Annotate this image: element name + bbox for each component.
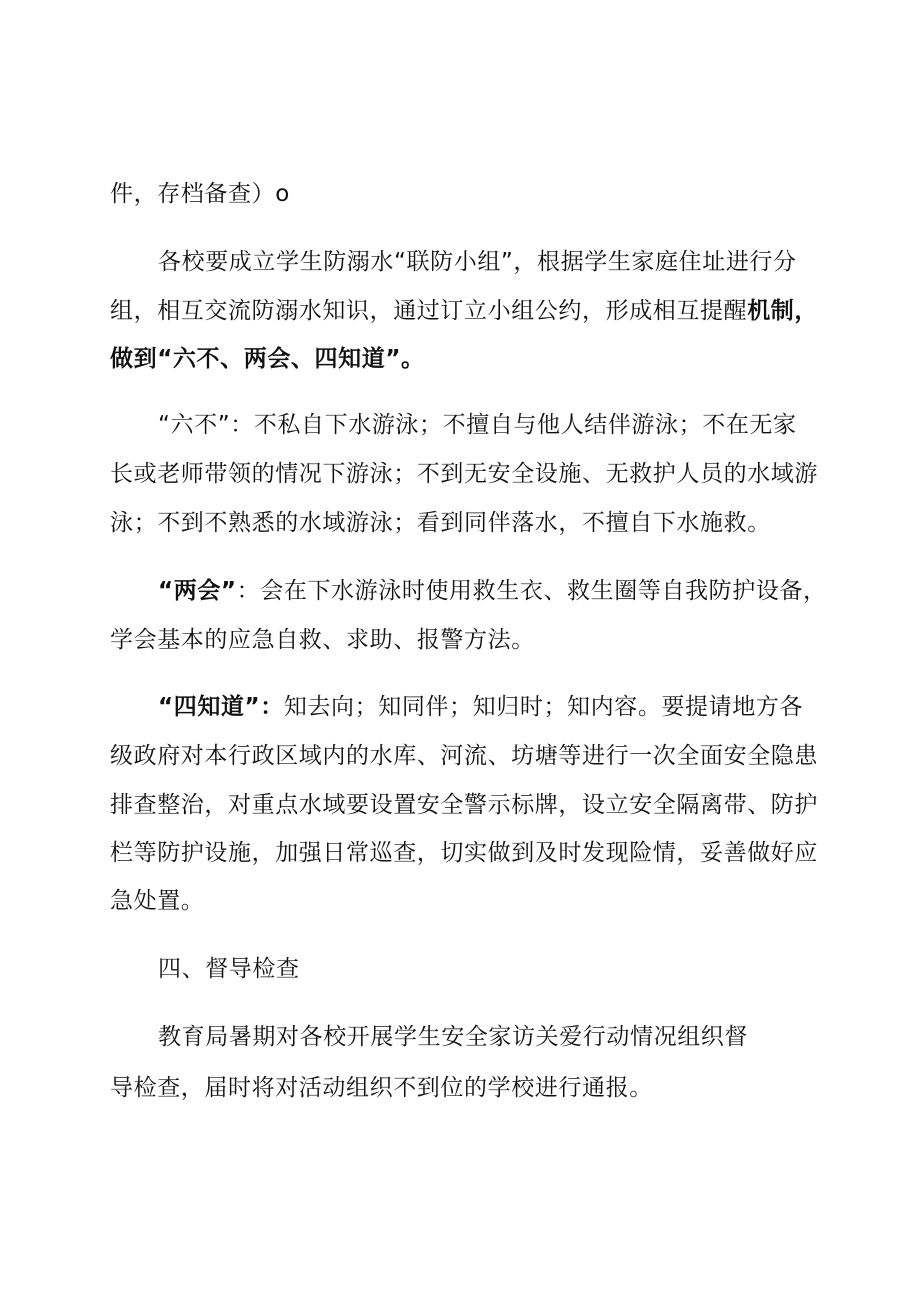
paragraph-group-line-2-text: 组，相互交流防溺水知识，通过订立小组公约，形成相互提醒 <box>110 298 748 324</box>
paragraph-group-line-3: 做到“六不、两会、四知道”。 <box>110 346 425 372</box>
paragraph-six-no-line-3: 泳；不到不熟悉的水域游泳；看到同伴落水，不擅自下水施救。 <box>110 510 771 536</box>
paragraph-four-know-line-1 <box>158 692 803 722</box>
paragraph-continuation-line: 件，存档备查）o <box>110 181 290 207</box>
section-heading-inspection: 四、督导检查 <box>158 956 300 982</box>
paragraph-four-know-line-2: 级政府对本行政区域内的水库、河流、坊塘等进行一次全面安全隐患 <box>110 743 818 769</box>
paragraph-two-can-line-1 <box>158 576 827 606</box>
paragraph-inspection-line-1: 教育局暑期对各校开展学生安全家访关爱行动情况组织督 <box>158 1024 748 1050</box>
paragraph-four-know-line-3: 排查整治，对重点水域要设置安全警示标牌，设立安全隔离带、防护 <box>110 792 818 818</box>
paragraph-six-no-line-2: 长或老师带领的情况下游泳；不到无安全设施、无救护人员的水域游 <box>110 461 818 487</box>
paragraph-four-know-line-5: 急处置。 <box>110 888 205 914</box>
paragraph-inspection-line-2: 导检查，届时将对活动组织不到位的学校进行通报。 <box>110 1075 653 1101</box>
paragraph-six-no-line-1: “六不”：不私自下水游泳；不擅自与他人结伴游泳；不在无家 <box>158 412 797 438</box>
paragraph-group-emphasis: 机制， <box>747 298 819 324</box>
paragraph-four-know-label: “四知道”： <box>158 694 284 720</box>
paragraph-two-can-label: “两会” <box>158 578 237 604</box>
paragraph-group-line-1: 各校要成立学生防溺水“联防小组”，根据学生家庭住址进行分 <box>158 249 797 275</box>
paragraph-group-line-2 <box>110 296 818 326</box>
paragraph-two-can-line-2: 学会基本的应急自救、求助、报警方法。 <box>110 627 535 653</box>
paragraph-four-know-line-4: 栏等防护设施，加强日常巡查，切实做到及时发现险情，妥善做好应 <box>110 840 818 866</box>
paragraph-two-can-text: ：会在下水游泳时使用救生衣、救生圈等自我防护设备， <box>236 578 827 604</box>
paragraph-four-know-text: 知去向；知同伴；知归时；知内容。要提请地方各 <box>283 694 804 720</box>
